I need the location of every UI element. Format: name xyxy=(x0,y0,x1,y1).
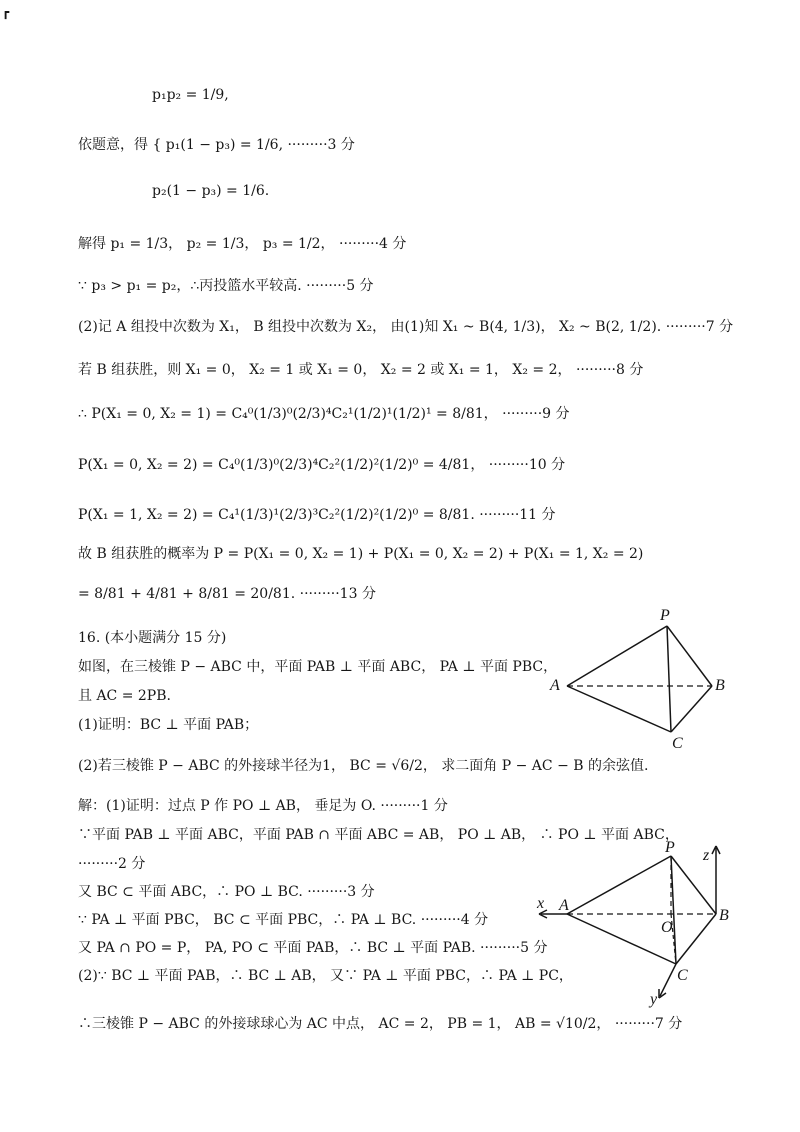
question-heading: 16. (本小题满分 15 分) xyxy=(78,630,227,646)
axis-x-label: x xyxy=(537,895,545,912)
text-line: ·········2 分 xyxy=(78,856,146,872)
text-line: (1)证明：BC ⊥ 平面 PAB； xyxy=(78,717,259,733)
label-A: A xyxy=(559,897,569,914)
axis-z-label: z xyxy=(703,847,710,864)
text-line: ∴三棱锥 P − ABC 的外接球球心为 AC 中点， AC = 2， PB = 1， AB = √10/2， ·········7 分 xyxy=(78,1016,683,1032)
text-line: 又 PA ∩ PO = P， PA, PO ⊂ 平面 PAB，∴ BC ⊥ 平面 PAB. ·········5 分 xyxy=(78,940,548,956)
text-line: 且 AC = 2PB. xyxy=(78,688,171,704)
text-line: = 8/81 + 4/81 + 8/81 = 20/81. ·········13 分 xyxy=(78,586,376,602)
text-line: 解得 p₁ = 1/3， p₂ = 1/3， p₃ = 1/2， ·········4 分 xyxy=(78,236,407,252)
text-line: 故 B 组获胜的概率为 P = P(X₁ = 0, X₂ = 1) + P(X₁ = 0, X₂ = 2) + P(X₁ = 1, X₂ = 2) xyxy=(78,546,644,562)
text-line: p₁p₂ = 1/9, xyxy=(152,87,229,103)
text-line: (2)若三棱锥 P − ABC 的外接球半径为1， BC = √6/2， 求二面角 P − AC − B 的余弦值. xyxy=(78,758,649,774)
text-line: 解：(1)证明：过点 P 作 PO ⊥ AB， 垂足为 O. ·········1 分 xyxy=(78,798,448,814)
text-line: 若 B 组获胜，则 X₁ = 0， X₂ = 1 或 X₁ = 0， X₂ = 2 或 X₁ = 1， X₂ = 2， ·········8 分 xyxy=(78,362,644,378)
axis-y-label: y xyxy=(650,991,658,1008)
text-line: (2)记 A 组投中次数为 X₁， B 组投中次数为 X₂， 由(1)知 X₁ ~ B(4, 1/3)， X₂ ~ B(2, 1/2). ·········7 分 xyxy=(78,319,734,335)
text-line: ∵ p₃ > p₁ = p₂，∴丙投篮水平较高. ·········5 分 xyxy=(78,278,374,294)
text-line: ∵ PA ⊥ 平面 PBC， BC ⊂ 平面 PBC，∴ PA ⊥ BC. ·········4 分 xyxy=(78,912,489,928)
text-line: 如图，在三棱锥 P − ABC 中，平面 PAB ⊥ 平面 ABC， PA ⊥ 平面 PBC， xyxy=(78,659,558,675)
corner-mark: ┏ xyxy=(2,5,10,19)
text-line: ∵平面 PAB ⊥ 平面 ABC，平面 PAB ∩ 平面 ABC = AB， PO ⊥ AB， ∴ PO ⊥ 平面 ABC， xyxy=(78,827,679,843)
text-line: (2)∵ BC ⊥ 平面 PAB，∴ BC ⊥ AB， 又∵ PA ⊥ 平面 PBC，∴ PA ⊥ PC， xyxy=(78,968,573,984)
label-P: P xyxy=(660,607,670,624)
label-O: O xyxy=(661,919,673,936)
text-line: 依题意，得 { p₁(1 − p₃) = 1/6, ·········3 分 xyxy=(78,137,355,153)
pyramid-figure xyxy=(540,600,750,760)
label-C: C xyxy=(672,735,683,752)
label-B: B xyxy=(715,677,725,694)
text-line: 又 BC ⊂ 平面 ABC，∴ PO ⊥ BC. ·········3 分 xyxy=(78,884,375,900)
text-line: ∴ P(X₁ = 0, X₂ = 1) = C₄⁰(1/3)⁰(2/3)⁴C₂¹(1/2)¹(1/2)¹ = 8/81， ·········9 分 xyxy=(78,406,570,422)
text-line: P(X₁ = 1, X₂ = 2) = C₄¹(1/3)¹(2/3)³C₂²(1/2)²(1/2)⁰ = 8/81. ·········11 分 xyxy=(78,507,556,523)
label-B: B xyxy=(719,907,729,924)
label-C: C xyxy=(677,967,688,984)
text-line: P(X₁ = 0, X₂ = 2) = C₄⁰(1/3)⁰(2/3)⁴C₂²(1/2)²(1/2)⁰ = 4/81， ·········10 分 xyxy=(78,457,566,473)
label-A: A xyxy=(550,677,560,694)
coordinate-figure xyxy=(525,838,745,1008)
label-P: P xyxy=(665,839,675,856)
text-line: p₂(1 − p₃) = 1/6. xyxy=(152,183,270,199)
